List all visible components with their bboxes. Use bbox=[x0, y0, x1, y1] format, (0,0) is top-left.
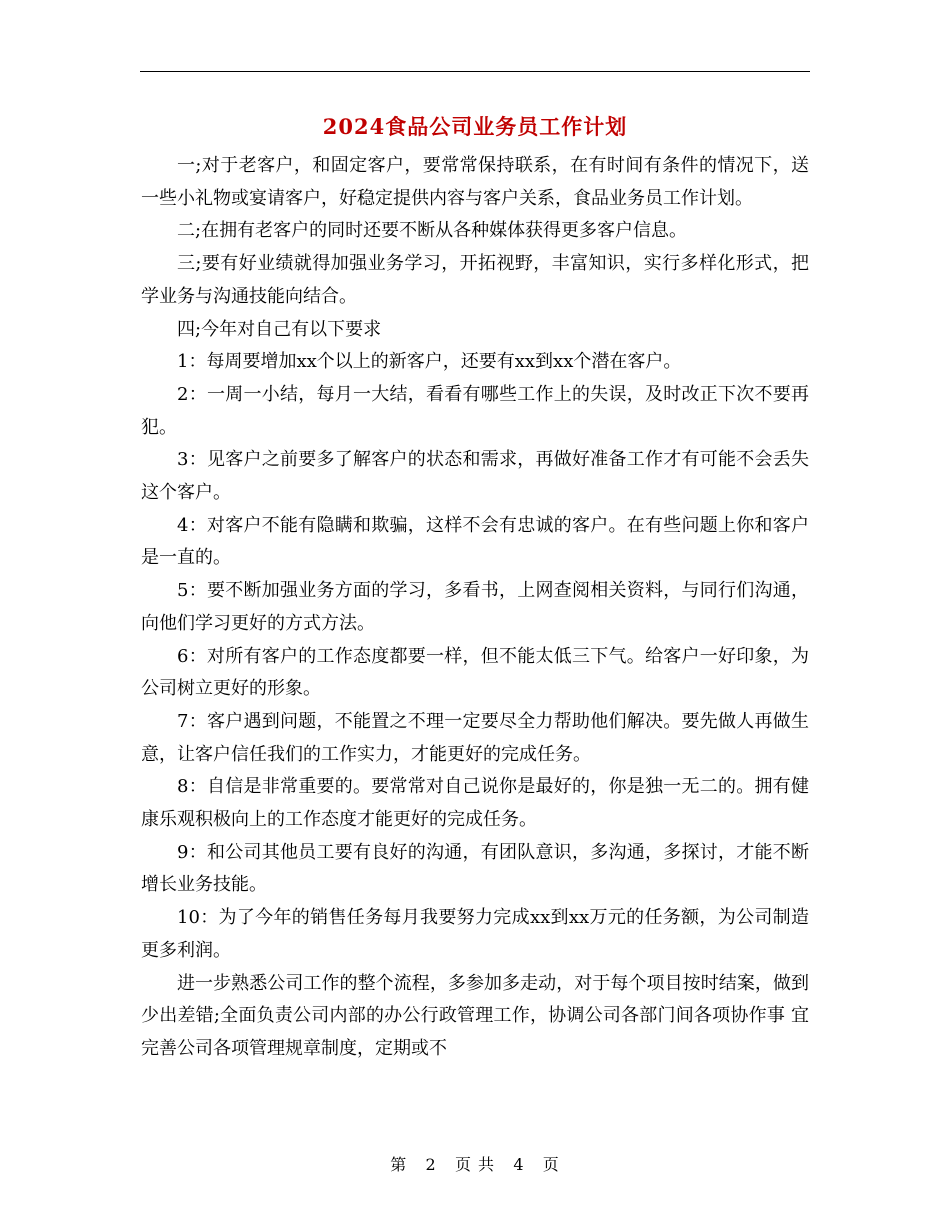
current-page-number: 2 bbox=[425, 1155, 437, 1174]
page-label-middle: 页 共 bbox=[454, 1155, 496, 1174]
paragraph: 4：对客户不能有隐瞒和欺骗，这样不会有忠诚的客户。在有些问题上你和客户是一直的。 bbox=[141, 514, 809, 569]
paragraph: 1：每周要增加xx个以上的新客户，还要有xx到xx个潜在客户。 bbox=[177, 351, 682, 373]
paragraph: 8：自信是非常重要的。要常常对自己说你是最好的，你是独一无二的。拥有健康乐观积极向上的工作态度才能更好的完成任务。 bbox=[141, 776, 809, 831]
paragraph: 四;今年对自己有以下要求 bbox=[177, 318, 382, 340]
paragraph: 进一步熟悉公司工作的整个流程，多参加多走动，对于每个项目按时结案，做到少出差错;全面负责公司内部的办公行政管理工作，协调公司各部门间各项协作事 宜完善公司各项管理规章制度，定期或不 bbox=[141, 972, 809, 1059]
paragraph: 7：客户遇到问题，不能置之不理一定要尽全力帮助他们解决。要先做人再做生意，让客户信任我们的工作实力，才能更好的完成任务。 bbox=[141, 710, 809, 765]
page-label-suffix: 页 bbox=[542, 1155, 560, 1174]
document-body bbox=[141, 150, 809, 1066]
paragraph: 9：和公司其他员工要有良好的沟通，有团队意识，多沟通，多探讨，才能不断增长业务技能。 bbox=[141, 841, 809, 896]
paragraph: 二;在拥有老客户的同时还要不断从各种媒体获得更多客户信息。 bbox=[177, 220, 688, 242]
page-title: 2024食品公司业务员工作计划 bbox=[322, 114, 628, 139]
page-label-prefix: 第 bbox=[390, 1155, 408, 1174]
paragraph: 3：见客户之前要多了解客户的状态和需求，再做好准备工作才有可能不会丢失这个客户。 bbox=[141, 449, 809, 504]
total-pages-number: 4 bbox=[513, 1155, 525, 1174]
paragraph: 2：一周一小结，每月一大结，看看有哪些工作上的失误，及时改正下次不要再犯。 bbox=[141, 383, 809, 438]
paragraph: 5：要不断加强业务方面的学习，多看书，上网查阅相关资料，与同行们沟通，向他们学习更好的方式方法。 bbox=[141, 580, 809, 634]
page-footer bbox=[0, 1154, 950, 1176]
header-rule bbox=[140, 71, 810, 72]
paragraph: 6：对所有客户的工作态度都要一样，但不能太低三下气。给客户一好印象，为公司树立更好的形象。 bbox=[141, 645, 809, 700]
paragraph: 一;对于老客户，和固定客户，要常常保持联系，在有时间有条件的情况下，送一些小礼物或宴请客户，好稳定提供内容与客户关系，食品业务员工作计划。 bbox=[141, 155, 809, 209]
paragraph: 10：为了今年的销售任务每月我要努力完成xx到xx万元的任务额，为公司制造更多利润。 bbox=[141, 907, 809, 961]
paragraph: 三;要有好业绩就得加强业务学习，开拓视野，丰富知识，实行多样化形式，把学业务与沟通技能向结合。 bbox=[141, 253, 809, 307]
